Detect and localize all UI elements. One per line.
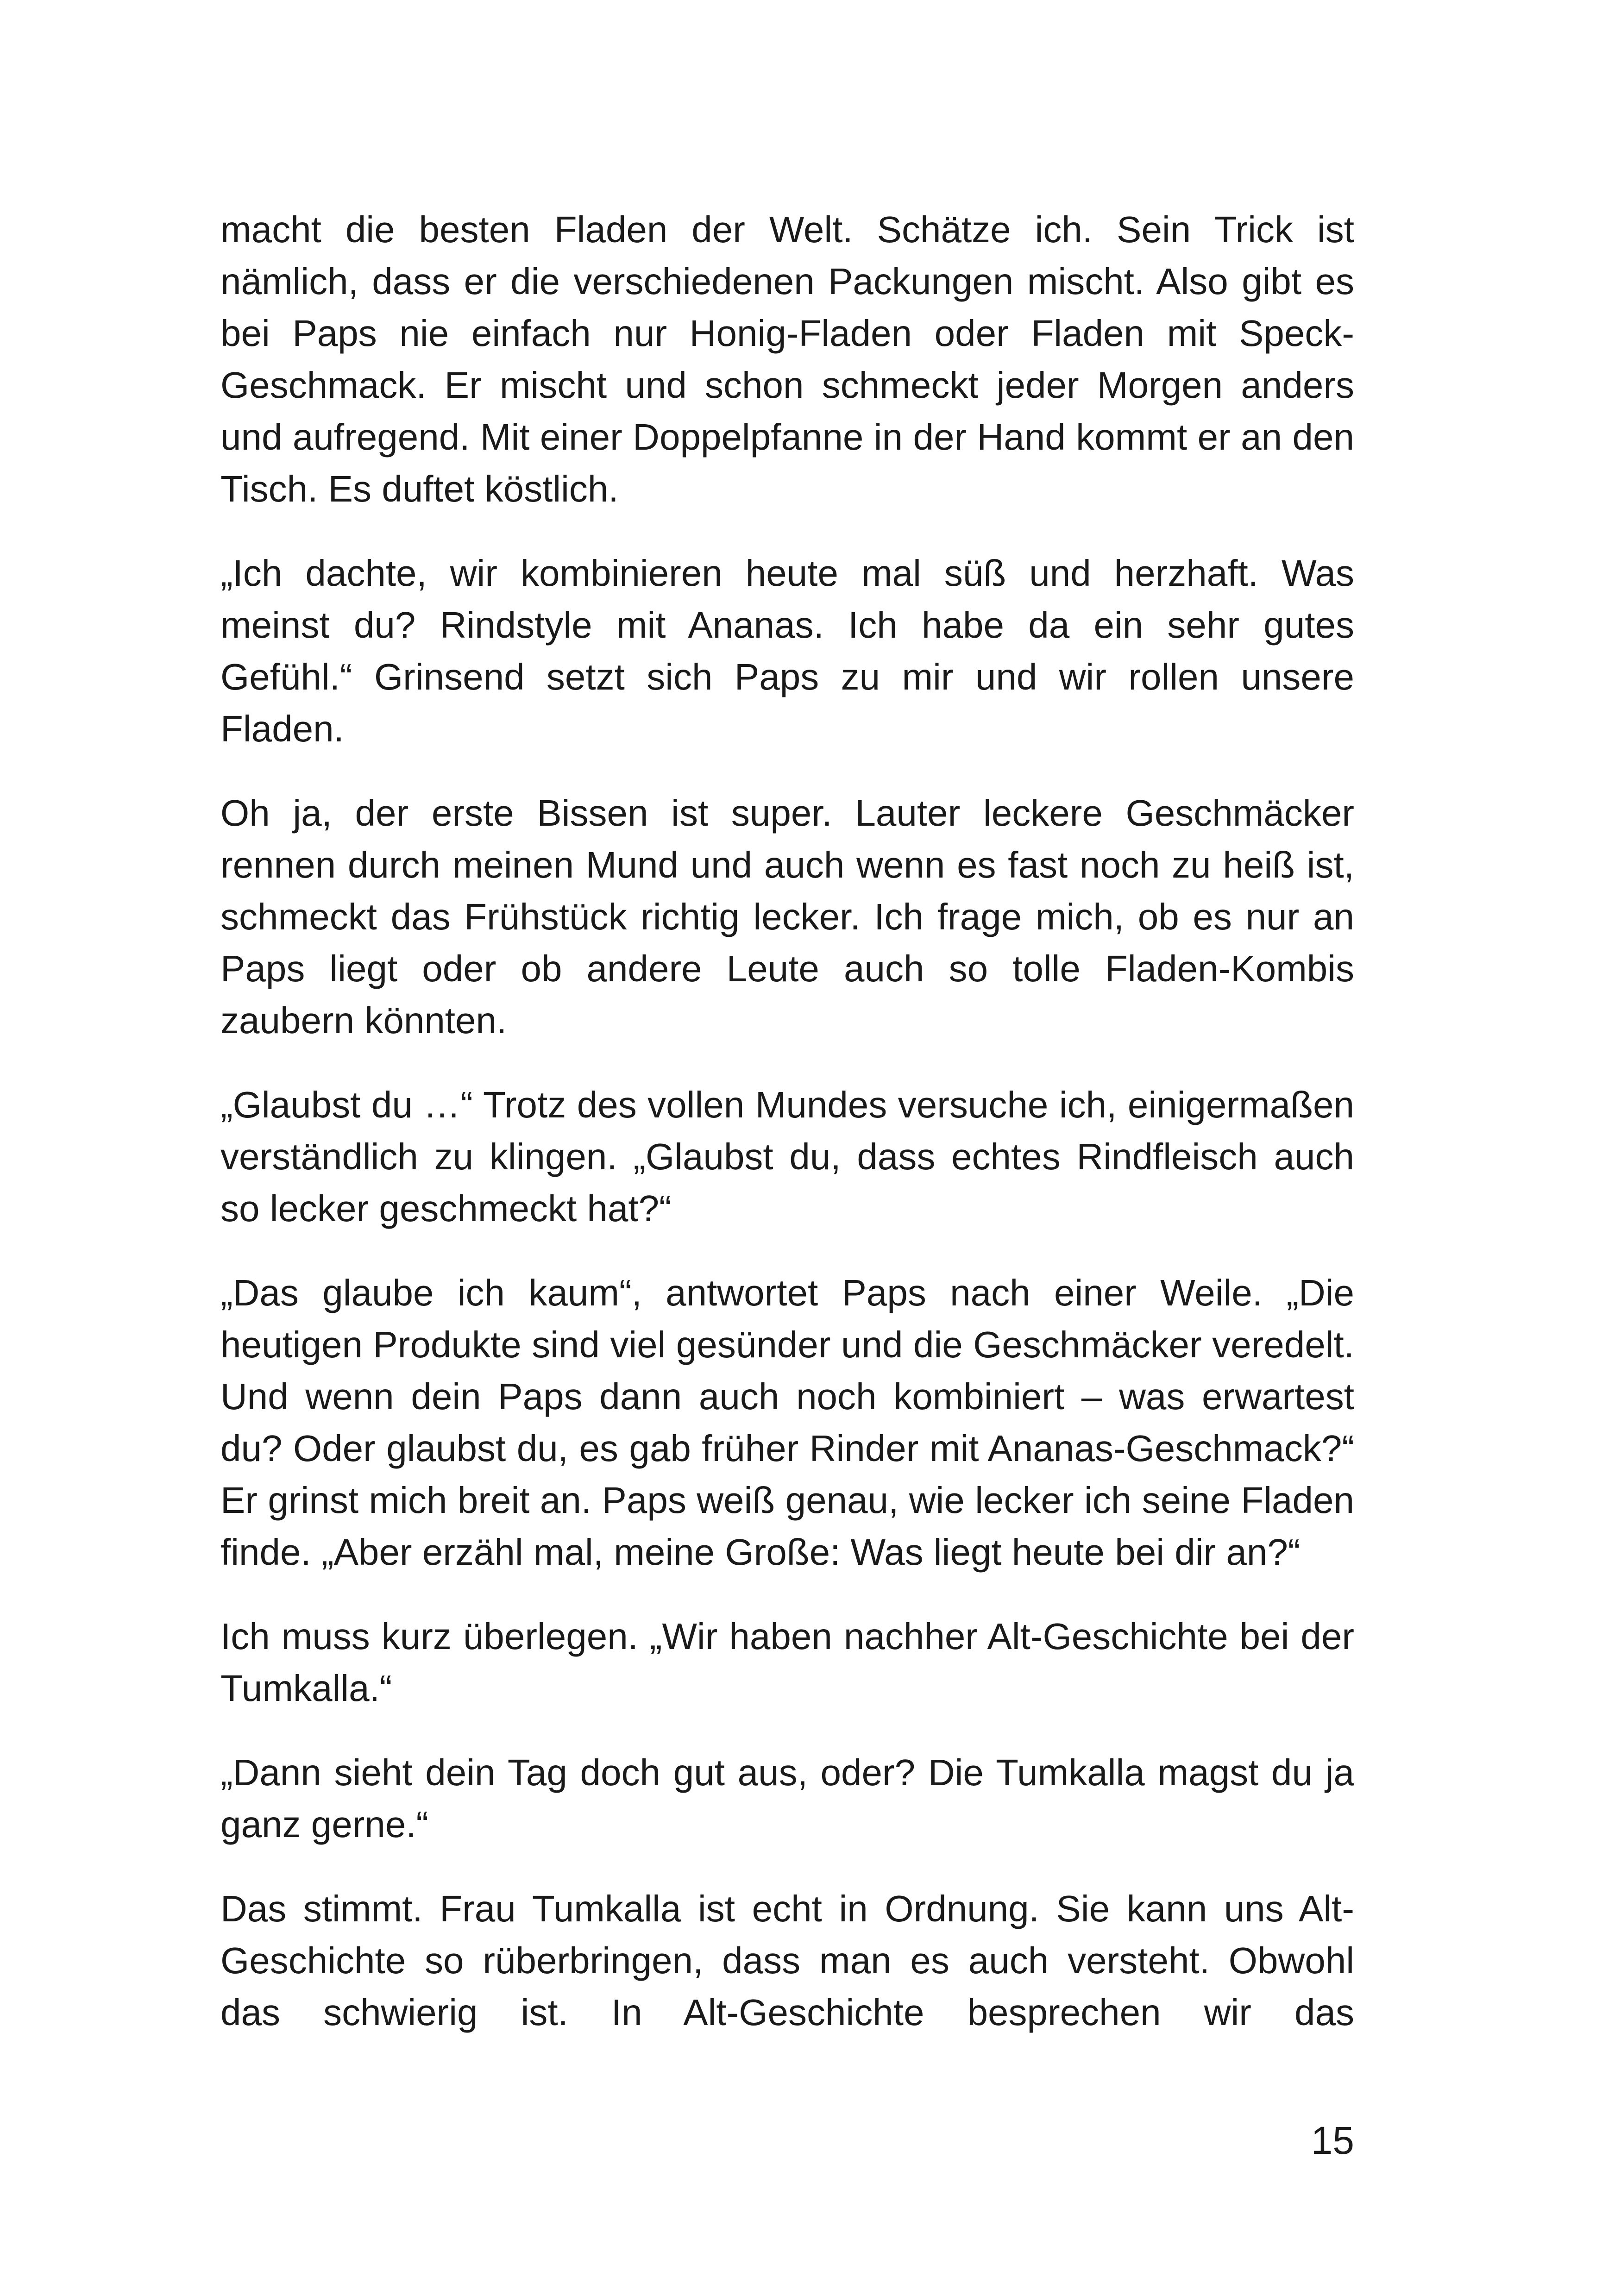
paragraph: „Ich dachte, wir kombinieren heute mal süß und herzhaft. Was meinst du? Rindstyle mit Ananas. Ich habe da ein sehr gutes Gefühl.“ Grinsend setzt sich Paps zu mir und wir rollen unsere Fladen. — [220, 552, 1354, 749]
paragraph: „Das glaube ich kaum“, antwortet Paps nach einer Weile. „Die heutigen Produkte sind viel gesünder und die Geschmäcker veredelt. Und wenn dein Paps dann auch noch kombiniert – was erwartest du? Oder glaubst du, es gab früher Rinder mit Ananas-Geschmack?“ Er grinst mich breit an. Paps weiß genau, wie lecker ich seine Fladen finde. „Aber erzähl mal, meine Große: Was liegt heute bei dir an?“ — [220, 1272, 1354, 1573]
paragraph: „Dann sieht dein Tag doch gut aus, oder? Die Tumkalla magst du ja ganz gerne.“ — [220, 1752, 1354, 1845]
paragraph: Oh ja, der erste Bissen ist super. Lauter leckere Geschmäcker rennen durch meinen Mund und auch wenn es fast noch zu heiß ist, schmeckt das Frühstück richtig lecker. Ich frage mich, ob es nur an Paps liegt oder ob andere Leute auch so tolle Fladen-Kombis zaubern könnten. — [220, 792, 1354, 1041]
paragraph: „Glaubst du …“ Trotz des vollen Mundes versuche ich, einigermaßen verständlich zu klingen. „Glaubst du, dass echtes Rindfleisch auch so lecker geschmeckt hat?“ — [220, 1084, 1354, 1229]
page-text — [220, 204, 1354, 2039]
paragraph: Ich muss kurz überlegen. „Wir haben nachher Alt-Geschichte bei der Tumkalla.“ — [220, 1616, 1354, 1709]
paragraph: macht die besten Fladen der Welt. Schätze ich. Sein Trick ist nämlich, dass er die verschiedenen Packungen mischt. Also gibt es bei Paps nie einfach nur Honig-Fladen oder Fladen mit Speck-Geschmack. Er mischt und schon schmeckt jeder Morgen anders und aufregend. Mit einer Doppelpfanne in der Hand kommt er an den Tisch. Es duftet köstlich. — [220, 209, 1354, 509]
paragraph: Das stimmt. Frau Tumkalla ist echt in Ordnung. Sie kann uns Alt-Geschichte so rüberbringen, dass man es auch versteht. Obwohl das schwierig ist. In Alt-Geschichte besprechen wir das — [220, 1888, 1354, 2033]
page-number: 15 — [1311, 2119, 1354, 2162]
